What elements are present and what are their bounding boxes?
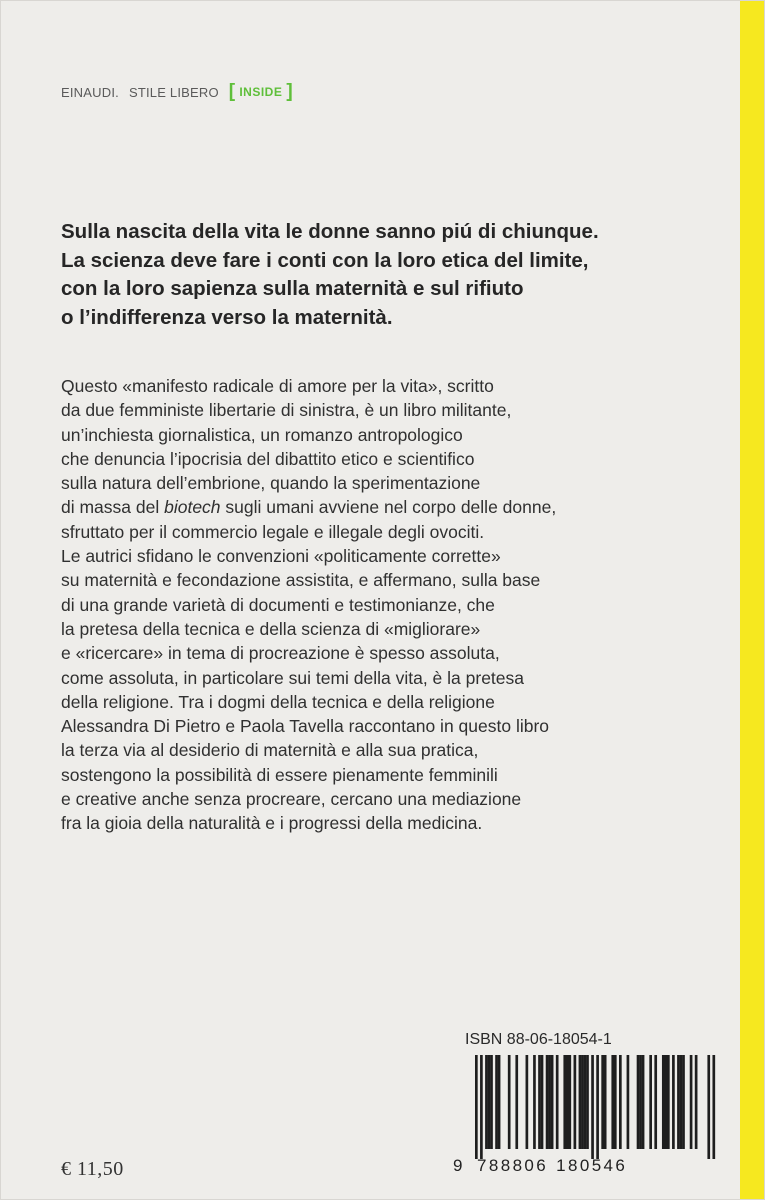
barcode-bar — [495, 1055, 498, 1149]
blurb-line: da due femministe libertarie di sinistra, è un libro militante, — [61, 400, 512, 421]
barcode-right-group: 180546 — [556, 1156, 628, 1175]
blurb-line: la terza via al desiderio di maternità e alla sua pratica, — [61, 740, 479, 761]
barcode-bar — [695, 1055, 698, 1149]
blurb-line: sulla natura dell’embrione, quando la sperimentazione — [61, 473, 481, 494]
publisher-line — [61, 81, 293, 103]
barcode-guard-bar — [707, 1055, 710, 1159]
blurb-line-with-italic — [61, 495, 721, 519]
barcode-bar — [672, 1055, 675, 1149]
barcode-bar — [526, 1055, 529, 1149]
barcode-bar — [538, 1055, 541, 1149]
barcode-bar — [485, 1055, 488, 1149]
barcode-bar — [677, 1055, 680, 1149]
lead-line: Sulla nascita della vita le donne sanno piú di chiunque. — [61, 220, 599, 243]
blurb-line: e creative anche senza procreare, cercano una mediazione — [61, 789, 522, 810]
barcode-bar — [649, 1055, 652, 1149]
blurb-line: di una grande varietà di documenti e testimonianze, che — [61, 594, 495, 615]
yellow-spine-stripe — [740, 1, 764, 1200]
collection-name: INSIDE — [239, 85, 283, 99]
barcode-guard-bar — [591, 1055, 594, 1159]
blurb-line: Questo «manifesto radicale di amore per la vita», scritto — [61, 376, 494, 396]
blurb-line: sfruttato per il commercio legale e illegale degli ovociti. — [61, 521, 485, 542]
barcode-bar — [533, 1055, 536, 1149]
barcode-bar — [639, 1055, 642, 1149]
barcode-bar — [682, 1055, 685, 1149]
barcode-first-digit: 9 — [453, 1156, 463, 1175]
series-name: STILE LIBERO — [128, 84, 219, 100]
barcode-bar — [611, 1055, 614, 1149]
barcode-bar — [664, 1055, 667, 1149]
barcode-bar — [586, 1055, 589, 1149]
barcode-bar — [508, 1055, 511, 1149]
blurb-line: Alessandra Di Pietro e Paola Tavella raccontano in questo libro — [61, 716, 550, 737]
blurb-line-suffix: sugli umani avviene nel corpo delle donne, — [220, 497, 557, 518]
barcode-bar — [690, 1055, 693, 1149]
blurb-line: un’inchiesta giornalistica, un romanzo antropologico — [61, 424, 463, 445]
blurb-line: su maternità e fecondazione assistita, e affermano, sulla base — [61, 570, 541, 591]
barcode-bar — [490, 1055, 493, 1149]
blurb-line: Le autrici sfidano le convenzioni «politicamente corrette» — [61, 546, 501, 567]
barcode-bar — [546, 1055, 549, 1149]
bracket-close: ] — [286, 81, 293, 102]
barcode-bar — [604, 1055, 607, 1149]
barcode-bar — [654, 1055, 657, 1149]
barcode-bar — [601, 1055, 604, 1149]
barcode-bar — [548, 1055, 551, 1149]
barcode-bar — [642, 1055, 645, 1149]
barcode-guard-bar — [712, 1055, 715, 1159]
blurb-line: e «ricercare» in tema di procreazione è spesso assoluta, — [61, 643, 500, 664]
barcode-bar — [637, 1055, 640, 1149]
blurb-line: fra la gioia della naturalità e i progressi della medicina. — [61, 813, 483, 834]
barcode-bar — [581, 1055, 584, 1149]
blurb-line: la pretesa della tecnica e della scienza di «migliorare» — [61, 618, 481, 639]
blurb-italic-word: biotech — [164, 497, 221, 518]
blurb-paragraph — [61, 374, 721, 836]
lead-paragraph — [61, 218, 721, 332]
publisher-name: EINAUDI. — [61, 84, 119, 100]
lead-line: con la loro sapienza sulla maternità e sul rifiuto — [61, 277, 524, 300]
barcode-bar — [541, 1055, 544, 1149]
barcode-bar — [515, 1055, 518, 1149]
lead-line: La scienza deve fare i conti con la loro etica del limite, — [61, 248, 589, 272]
blurb-line-prefix: di massa del — [61, 497, 165, 518]
barcode-bar — [563, 1055, 566, 1149]
barcode-guard-bar — [596, 1055, 599, 1159]
price-label: € 11,50 — [61, 1158, 124, 1180]
barcode-bar — [662, 1055, 665, 1149]
isbn-label: ISBN 88-06-18054-1 — [465, 1031, 612, 1048]
barcode-bar — [614, 1055, 617, 1149]
blurb-line: come assoluta, in particolare sui temi della vita, è la pretesa — [61, 667, 525, 688]
barcode-bar — [551, 1055, 554, 1149]
barcode-bar — [584, 1055, 587, 1149]
barcode-bar — [574, 1055, 577, 1149]
barcode-bar — [566, 1055, 569, 1149]
barcode-left-group: 788806 — [477, 1156, 549, 1175]
barcode-bar — [488, 1055, 491, 1149]
barcode-guard-bar — [480, 1055, 483, 1159]
barcode-bar — [556, 1055, 559, 1149]
blurb-line: della religione. Tra i dogmi della tecnica e della religione — [61, 691, 495, 712]
blurb-line: che denuncia l’ipocrisia del dibattito etico e scientifico — [61, 448, 475, 469]
barcode — [453, 1055, 721, 1163]
barcode-bar — [667, 1055, 670, 1149]
barcode-bar — [498, 1055, 501, 1149]
barcode-bar — [619, 1055, 622, 1149]
barcode-digits — [453, 1156, 721, 1176]
barcode-bar — [568, 1055, 571, 1149]
barcode-guard-bar — [475, 1055, 478, 1159]
barcode-bar — [579, 1055, 582, 1149]
blurb-line: sostengono la possibilità di essere pienamente femminili — [61, 764, 498, 785]
bracket-open: [ — [228, 81, 236, 102]
lead-line: o l’indifferenza verso la maternità. — [61, 305, 393, 329]
barcode-bar — [627, 1055, 630, 1149]
barcode-bar — [680, 1055, 683, 1149]
